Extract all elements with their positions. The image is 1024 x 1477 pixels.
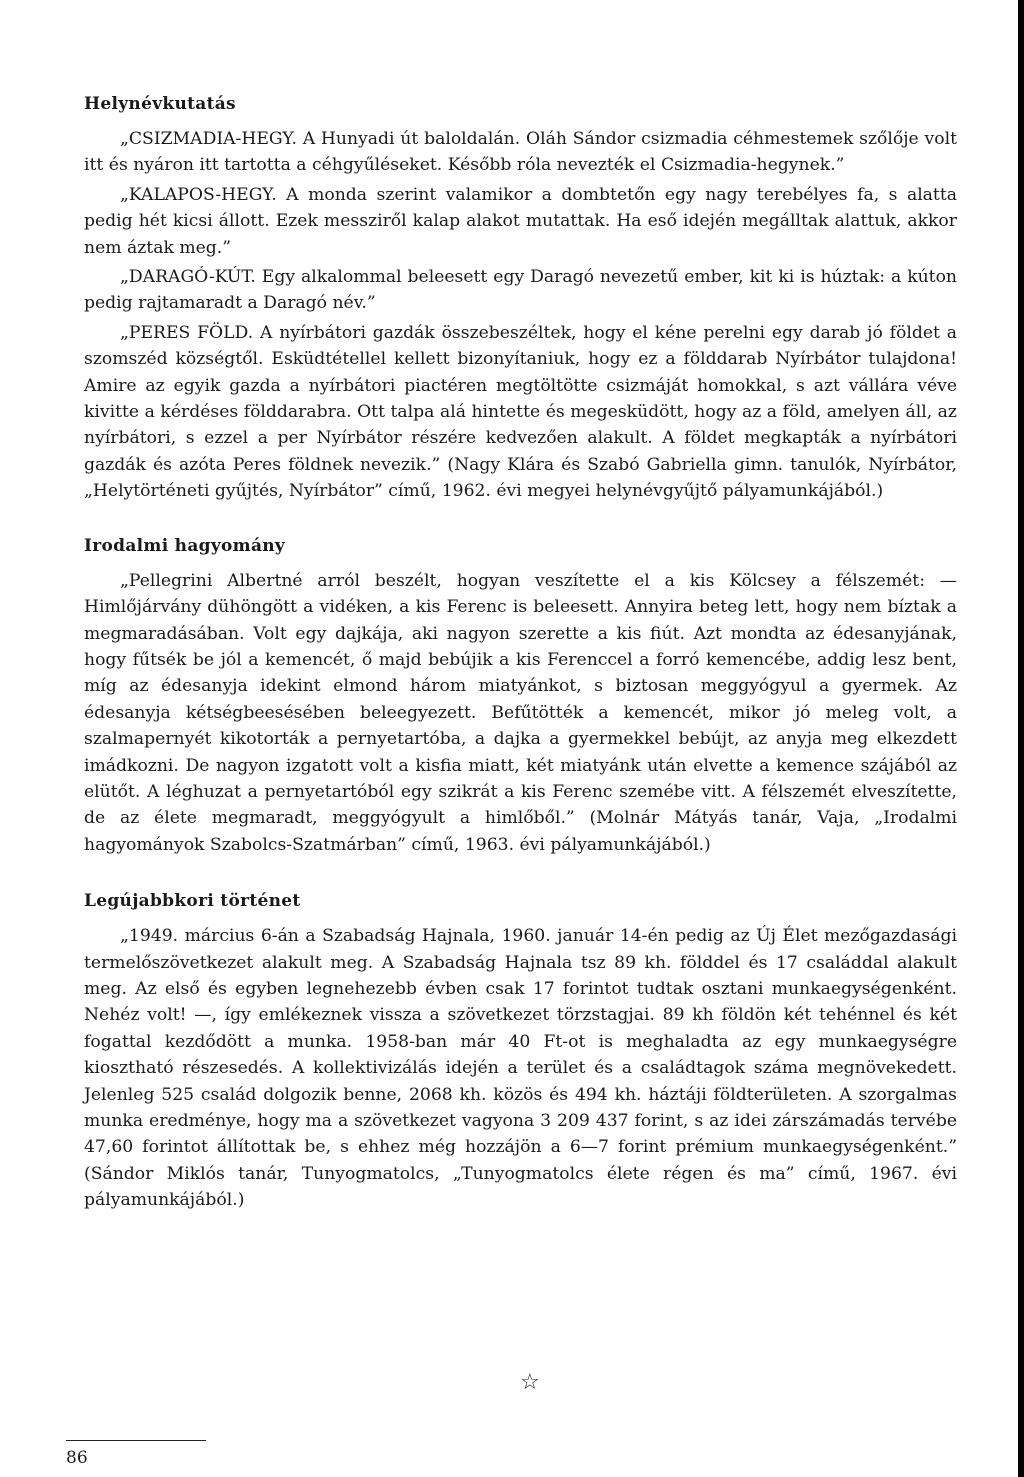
section-irodalmi-hagyomany — [84, 534, 957, 858]
footer-rule — [66, 1440, 206, 1441]
section-helynevkutatas — [84, 92, 957, 505]
paragraph-darago-kut: „DARAGÓ-KÚT. Egy alkalommal beleesett egy Daragó nevezetű ember, kit ki is húztak: a kúton pedig rajtamaradt a Daragó név.” — [84, 267, 957, 314]
page-edge-shadow — [1018, 0, 1024, 1477]
paragraph-peres-fold: „PERES FÖLD. A nyírbátori gazdák összebeszéltek, hogy el kéne perelni egy darab jó földet a szomszéd községtől. Esküdtétellel kellett bizonyítaniuk, hogy ez a földdarab Nyírbátor tulajdona! Amire az egyik gazda a nyírbátori piactéren megtöltötte csizmáját homokkal, s azt vállára véve kivitte a kérdéses földdarabra. Ott talpa alá hintette és megesküdött, hogy az a föld, amelyen áll, az nyírbátori, s ezzel a per Nyírbátor részére kedvezően alakult. A földet megkapták a nyírbátori gazdák és azóta Peres földnek nevezik.” (Nagy Klára és Szabó Gabriella gimn. tanulók, Nyírbátor, „Helytörténeti gyűjtés, Nyírbátor” című, 1962. évi megyei helynévgyűjtő pályamunkájából.) — [84, 322, 957, 502]
paragraph-kolcsey-story: „Pellegrini Albertné arról beszélt, hogyan veszítette el a kis Kölcsey a félszemét: — Himlőjárvány dühöngött a vidéken, a kis Ferenc is beleesett. Annyira beteg lett, hogy nem bíztak a megmaradásában. Volt egy dajkája, aki nagyon szerette a kis fiút. Azt mondta az édesanyjának, hogy fűtsék be jól a kemencét, ő majd bebújik a kis Ferenccel a forró kemencébe, addig lesz bent, míg az édesanyja idekint elmond három miatyánkot, s biztosan meggyógyul a gyermek. Az édesanyja kétségbeesésében beleegyezett. Befűtötték a kemencét, mikor jó meleg volt, a szalmapernyét kikotorták a pernyetartóba, a dajka a gyermekkel bebújt, az anyja meg elkezdett imádkozni. De nagyon izgatott volt a kisfia miatt, két miatyánk után elvette a kemence szájából az elütőt. A léghuzat a pernyetartóból egy szikrát a kis Ferenc szemébe vitt. A félszemét elveszítette, de az élete megmaradt, meggyógyult a himlőből.” (Molnár Mátyás tanár, Vaja, „Irodalmi hagyományok Szabolcs-Szatmárban” című, 1963. évi pályamunkájából.) — [84, 570, 957, 855]
section-heading: Helynévkutatás — [84, 94, 236, 114]
section-heading: Legújabbkori történet — [84, 891, 301, 912]
paragraph-cooperative-history: „1949. március 6-án a Szabadság Hajnala, 1960. január 14-én pedig az Új Élet mezőgazdasági termelőszövetkezet alakult meg. A Szabadság Hajnala tsz 89 kh. földdel és 17 családdal alakult meg. Az első és egyben legnehezebb évben csak 17 forintot tudtak osztani munkaegységenként. Nehéz volt! —, így emlékeznek vissza a szövetkezet törzstagjai. 89 kh földön két tehénnel és két fogattal kezdődött a munka. 1958-ban már 40 Ft-ot is meghaladta az egy munkaegységre kiosztható részesedés. A kollektivizálás idején a terület és a családtagok száma megnövekedett. Jelenleg 525 család dolgozik benne, 2068 kh. közös és 494 kh. háztáji földterületen. A szorgalmas munka eredménye, hogy ma a szövetkezet vagyona 3 209 437 forint, s az idei zárszámadás tervébe 47,60 forintot állítottak be, s ehhez még hozzájön a 6—7 forint prémium munkaegységenként.” (Sándor Miklós tanár, Tunyogmatolcs, „Tunyogmatolcs élete régen és ma” című, 1967. évi pályamunkájából.) — [84, 926, 957, 1211]
star-ornament-icon: ☆ — [520, 1370, 540, 1395]
document-page — [84, 92, 957, 1217]
paragraph-csizmadia-hegy: „CSIZMADIA-HEGY. A Hunyadi út baloldalán. Oláh Sándor csizmadia céhmestemek szőlője volt itt és nyáron itt tartotta a céhgyűléseket. Később róla nevezték el Csizmadia-hegynek.” — [84, 129, 957, 176]
paragraph-kalapos-hegy: „KALAPOS-HEGY. A monda szerint valamikor a dombtetőn egy nagy terebélyes fa, s alatta pedig hét kicsi állott. Ezek messziről kalap alakot mutattak. Ha eső idején megálltak alattuk, akkor nem áztak meg.” — [84, 184, 957, 258]
section-heading: Irodalmi hagyomány — [84, 535, 286, 556]
section-legujabbkori-tortenet — [84, 889, 957, 1213]
page-number: 86 — [66, 1448, 88, 1468]
